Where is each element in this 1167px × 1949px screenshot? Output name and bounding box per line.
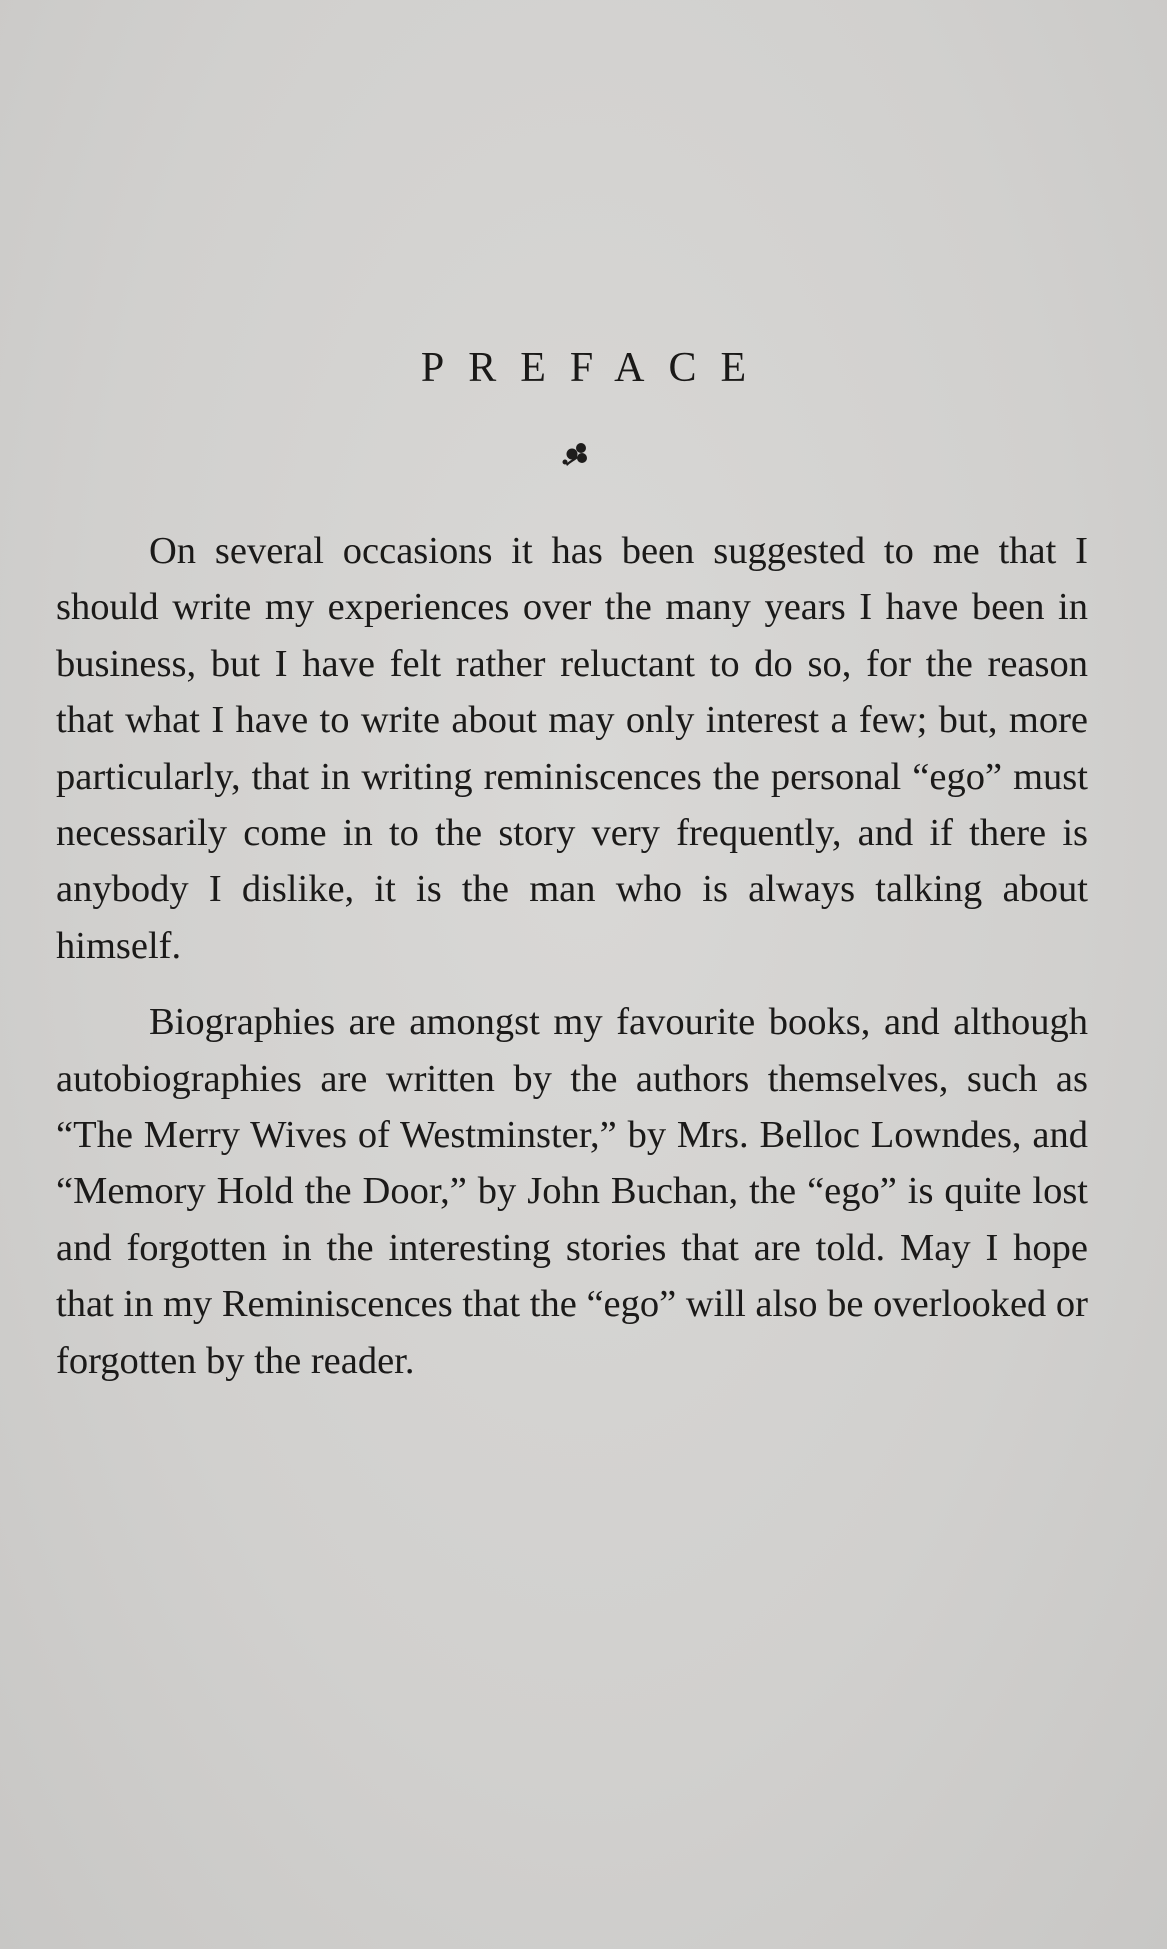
fleuron-icon — [562, 440, 592, 468]
paragraph: On several occasions it has been suggested to me that I should write my experiences over the many years I have been in business, but I have felt rather reluctant to do so, for the reason that what I have to write about may only interest a few; but, more particularly, that in writing reminiscences the personal “ego” must necessarily come in to the story very frequently, and if there is anybody I dislike, it is the man who is always talking about himself. — [56, 530, 1088, 967]
paragraph: Biographies are amongst my favourite books, and although autobiographies are written by the authors themselves, such as “The Merry Wives of Westminster,” by Mrs. Belloc Lowndes, and “Memory Hold the Door,” by John Buchan, the “ego” is quite lost and forgotten in the interesting stories that are told. May I hope that in my Reminiscences that the “ego” will also be overlooked or forgotten by the reader. — [56, 1001, 1088, 1382]
page-title: PREFACE — [420, 345, 771, 391]
preface-body — [56, 523, 1088, 1389]
